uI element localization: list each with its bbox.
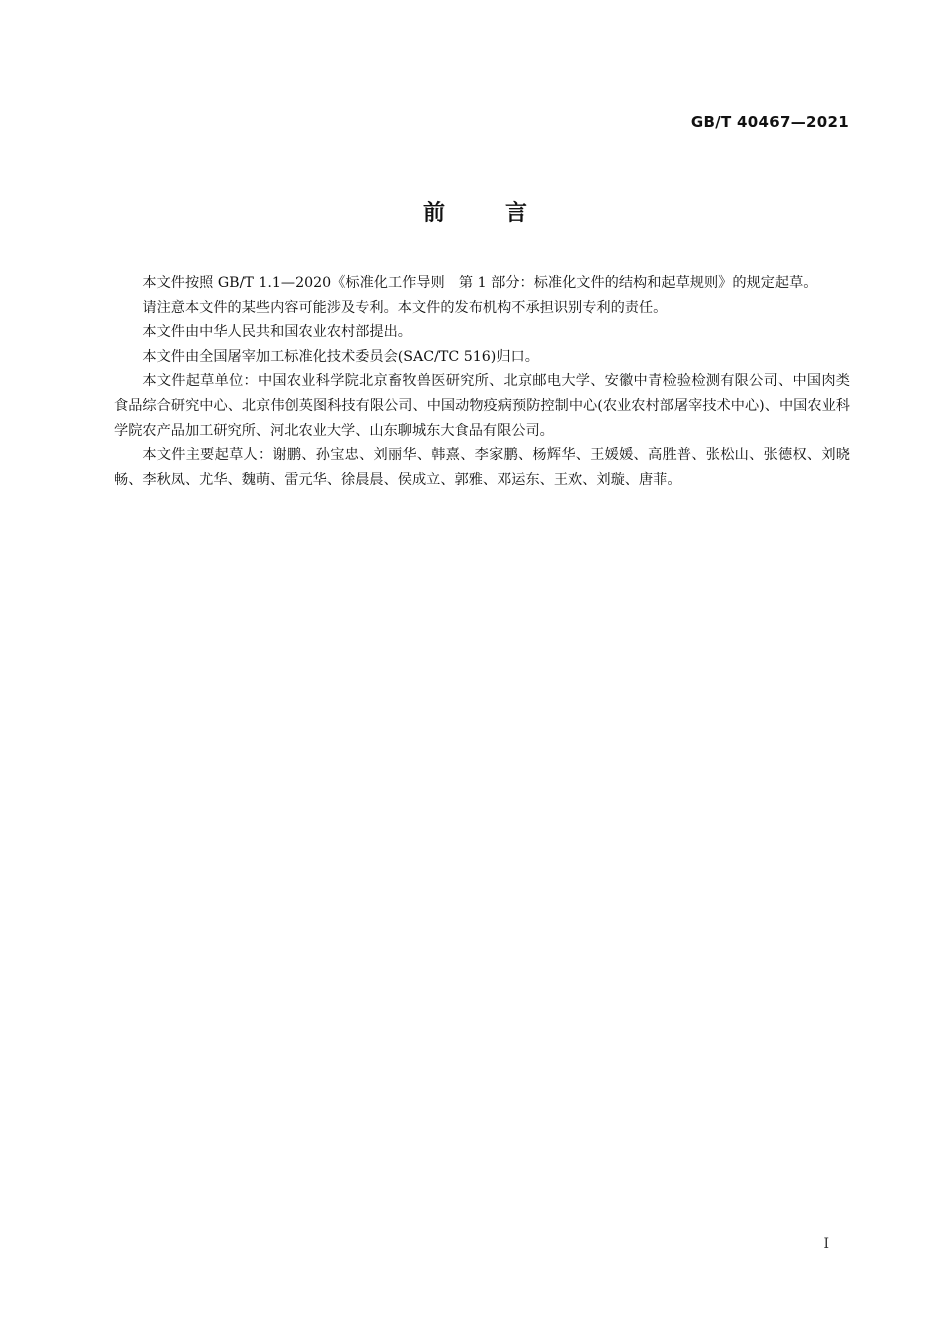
paragraph-committee: 本文件由全国屠宰加工标准化技术委员会(SAC/TC 516)归口。 xyxy=(142,348,539,365)
paragraph-drafters: 本文件主要起草人：谢鹏、孙宝忠、刘丽华、韩熹、李家鹏、杨辉华、王媛媛、高胜普、张松山、张德权、刘晓畅、李秋凤、尤华、魏萌、雷元华、徐晨晨、侯成立、郭雅、邓运东、王欢、刘璇、唐菲。 xyxy=(114,447,850,488)
paragraph-proposer: 本文件由中华人民共和国农业农村部提出。 xyxy=(142,324,412,341)
preface-body xyxy=(114,271,850,492)
standard-code: GB/T 40467—2021 xyxy=(690,113,849,131)
paragraph-patent-notice: 请注意本文件的某些内容可能涉及专利。本文件的发布机构不承担识别专利的责任。 xyxy=(142,299,668,316)
page-title: 前言 xyxy=(422,201,587,226)
paragraph-drafting-units: 本文件起草单位：中国农业科学院北京畜牧兽医研究所、北京邮电大学、安徽中青检验检测有限公司、中国肉类食品综合研究中心、北京伟创英图科技有限公司、中国动物疫病预防控制中心(农业农村部屠宰技术中心)、中国农业科学院农产品加工研究所、河北农业大学、山东聊城东大食品有限公司。 xyxy=(114,373,850,439)
page-number: I xyxy=(823,1236,829,1252)
paragraph-drafting-rules: 本文件按照 GB/T 1.1—2020《标准化工作导则 第 1 部分：标准化文件的结构和起草规则》的规定起草。 xyxy=(142,275,818,291)
